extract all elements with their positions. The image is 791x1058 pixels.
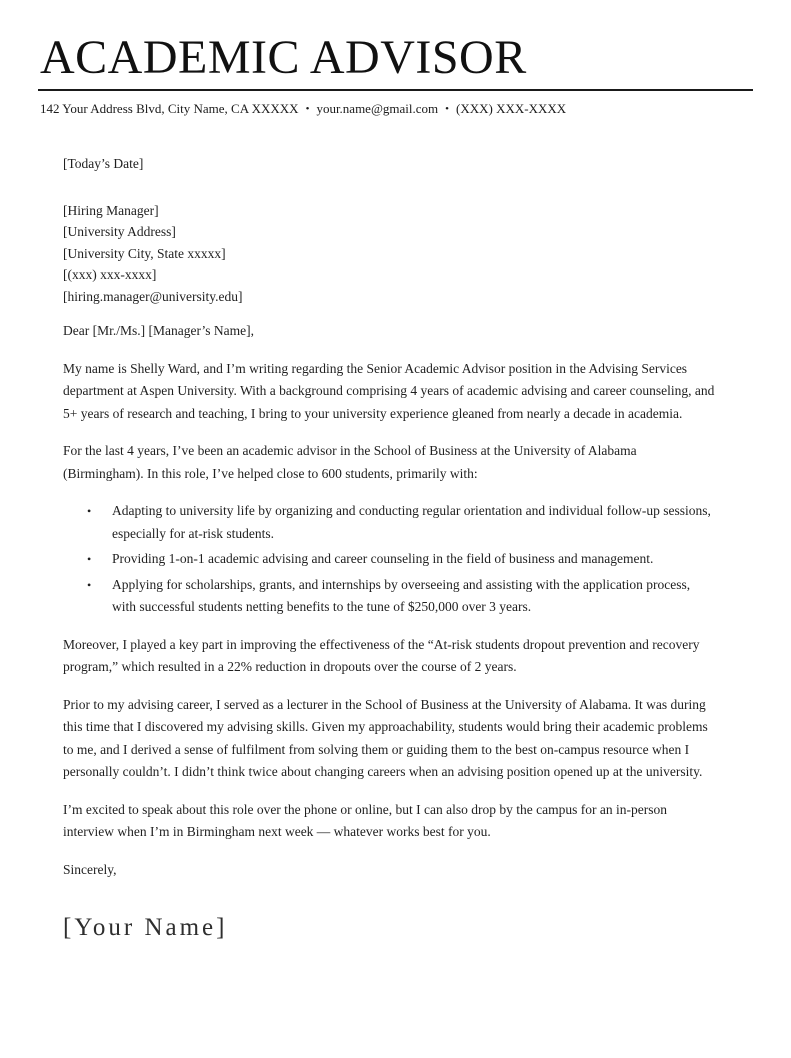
list-item-text: Providing 1-on-1 academic advising and career counseling in the field of business and management.	[112, 551, 654, 566]
paragraph-call-to-action: I’m excited to speak about this role over the phone or online, but I can also drop by the campus for an in-person interview when I’m in Birmingham next week — whatever works best for you.	[63, 801, 667, 839]
bullet-dot-icon: •	[87, 577, 92, 592]
contact-address: 142 Your Address Blvd, City Name, CA XXXXX	[40, 101, 299, 116]
list-item	[63, 574, 717, 619]
list-item	[63, 548, 717, 571]
list-item	[63, 500, 717, 545]
recipient-line: [(xxx) xxx-xxxx]	[63, 267, 157, 282]
paragraph-achievement: Moreover, I played a key part in improving the effectiveness of the “At-risk students dropout prevention and recovery program,” which resulted in a 22% reduction in dropouts over the course of 2 years.	[63, 636, 700, 674]
document-page	[0, 31, 791, 1058]
page-title: ACADEMIC ADVISOR	[40, 31, 527, 84]
recipient-line: [Hiring Manager]	[63, 202, 159, 218]
paragraph-background: Prior to my advising career, I served as a lecturer in the School of Business at the University of Alabama. It was during this time that I discovered my advising skills. Given my approachability, students would bring their academic problems to me, and I derived a sense of fulfilment from solving them or guiding them to the best on-campus resource when I personally couldn’t. I didn’t think twice about changing careers when an advising position opened up at the university.	[63, 696, 708, 779]
signature-placeholder: [Your Name]	[63, 914, 228, 941]
list-item-text: Applying for scholarships, grants, and internships by overseeing and assisting with the application process, with successful students netting benefits to the tune of $250,000 over 3 years.	[112, 576, 691, 614]
paragraph-intro: My name is Shelly Ward, and I’m writing regarding the Senior Academic Advisor position in the Advising Services department at Aspen University. With a background comprising 4 years of academic advising and career counseling, and 5+ years of research and teaching, I bring to your university experience gleaned from nearly a decade in academia.	[63, 360, 715, 421]
contact-email: your.name@gmail.com	[316, 101, 439, 116]
bullet-separator-icon: •	[445, 103, 450, 115]
closing: Sincerely,	[63, 861, 117, 877]
document-header	[38, 31, 753, 91]
recipient-block	[63, 200, 717, 308]
paragraph-experience: For the last 4 years, I’ve been an academic advisor in the School of Business at the University of Alabama (Birmingham). In this role, I’ve helped close to 600 students, primarily with:	[63, 443, 637, 481]
recipient-line: [hiring.manager@university.edu]	[63, 288, 243, 304]
recipient-line: [University City, State xxxxx]	[63, 245, 226, 261]
list-item-text: Adapting to university life by organizing and conducting regular orientation and individual follow-up sessions, especially for at-risk students.	[112, 503, 711, 541]
bullet-separator-icon: •	[305, 103, 310, 115]
letter-body	[63, 153, 717, 940]
salutation: Dear [Mr./Ms.] [Manager’s Name],	[63, 323, 254, 338]
contact-line	[40, 101, 751, 117]
bullet-dot-icon: •	[87, 504, 92, 518]
recipient-line: [University Address]	[63, 224, 176, 239]
date-placeholder: [Today’s Date]	[63, 156, 144, 171]
bullet-dot-icon: •	[87, 552, 92, 566]
contact-phone: (XXX) XXX-XXXX	[456, 101, 567, 116]
highlights-list	[63, 500, 717, 619]
